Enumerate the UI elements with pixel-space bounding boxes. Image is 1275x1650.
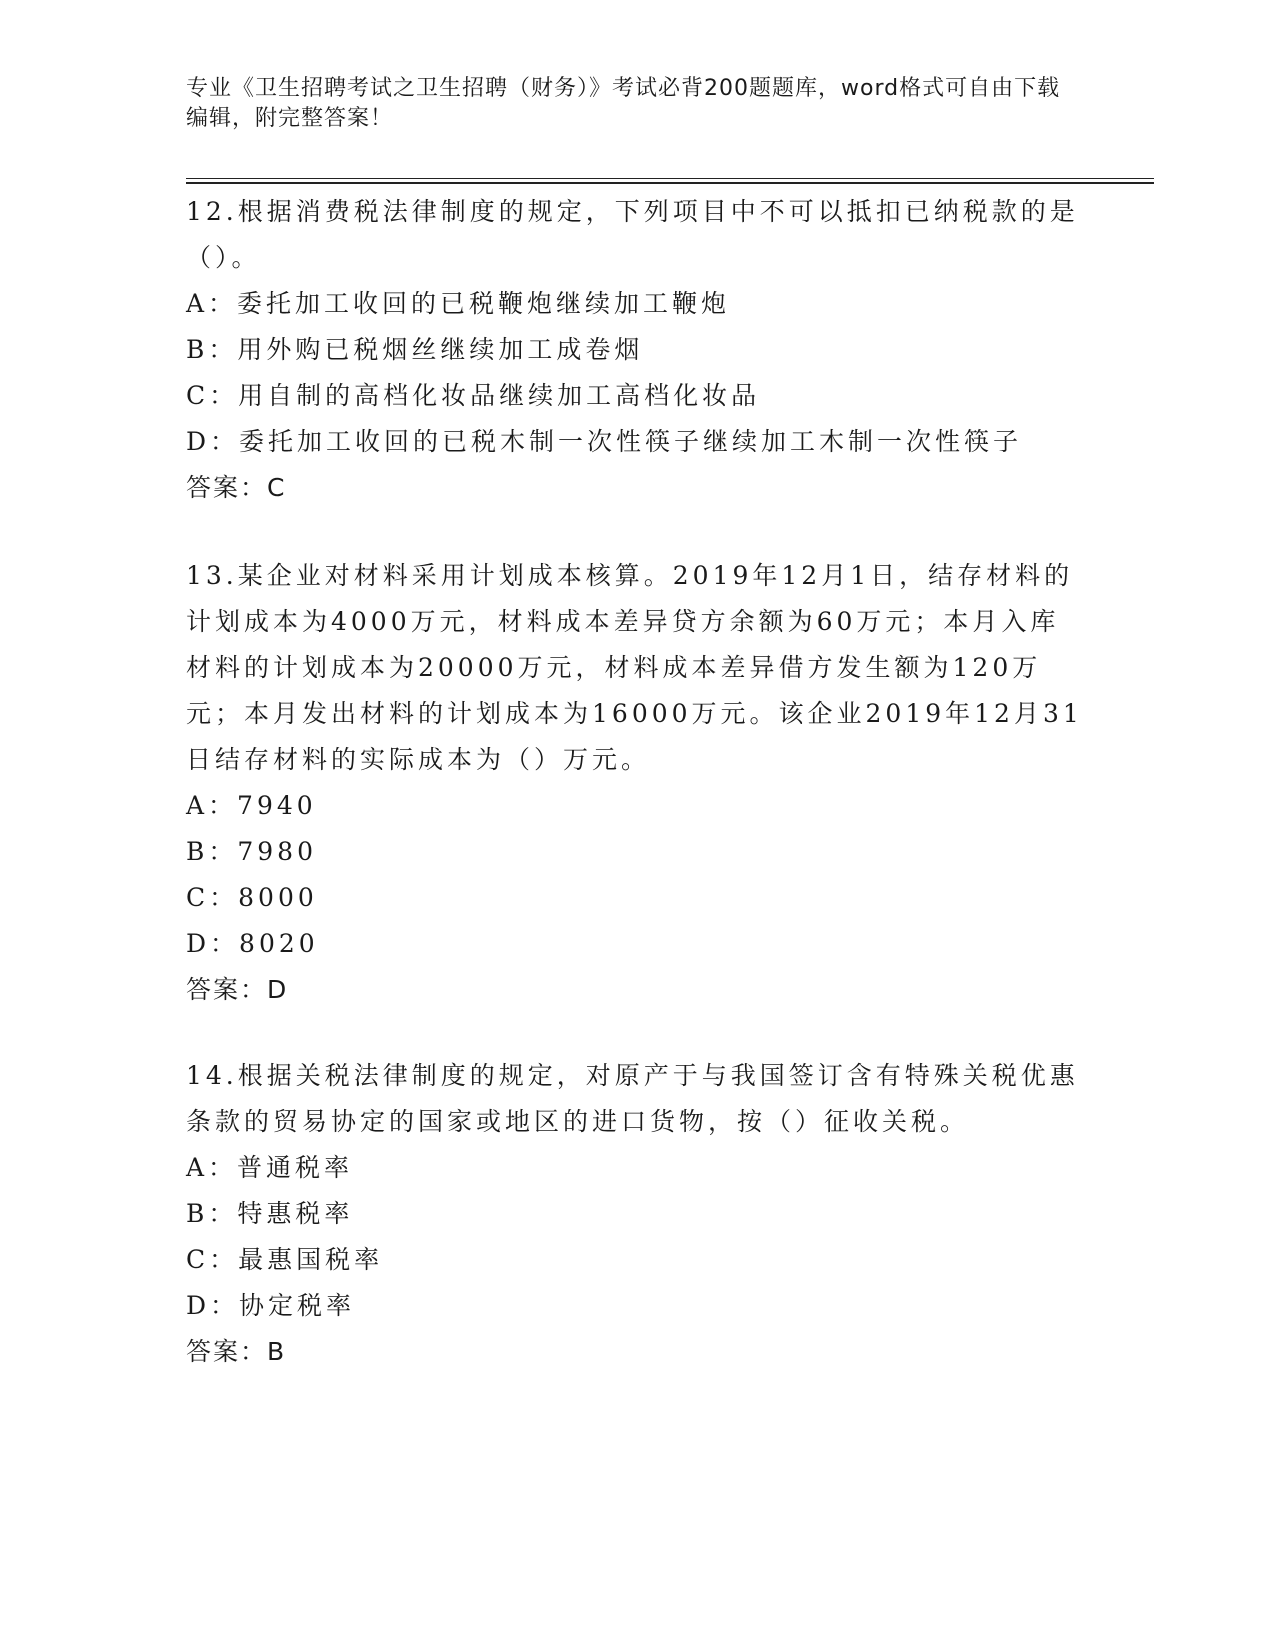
document-intro: 专业《卫生招聘考试之卫生招聘（财务）》考试必背200题题库，word格式可自由下载编辑，附完整答案！: [186, 76, 1061, 131]
option-c: C：用自制的高档化妆品继续加工高档化妆品: [186, 381, 761, 410]
option-b: B：特惠税率: [186, 1199, 354, 1228]
header-divider-thick: [186, 182, 1154, 184]
question-stem: 12.根据消费税法律制度的规定，下列项目中不可以抵扣已纳税款的是（）。: [186, 197, 1079, 272]
answer: 答案：B: [186, 1337, 287, 1366]
option-b: B：用外购已税烟丝继续加工成卷烟: [186, 335, 644, 364]
question-12: [186, 189, 1086, 511]
question-stem: 13.某企业对材料采用计划成本核算。2019年12月1日，结存材料的计划成本为4000万元，材料成本差异贷方余额为60万元；本月入库材料的计划成本为20000万元，材料成本差异借方发生额为120万元；本月发出材料的计划成本为16000万元。该企业2019年12月31日结存材料的实际成本为（）万元。: [186, 561, 1083, 774]
option-d: D：8020: [186, 929, 319, 958]
answer: 答案：C: [186, 473, 287, 502]
option-a: A：7940: [186, 791, 317, 820]
question-13: [186, 553, 1086, 1013]
option-d: D：委托加工收回的已税木制一次性筷子继续加工木制一次性筷子: [186, 427, 1023, 456]
option-c: C：8000: [186, 883, 318, 912]
option-a: A：委托加工收回的已税鞭炮继续加工鞭炮: [186, 289, 731, 318]
header-divider-thin: [186, 178, 1154, 179]
question-stem: 14.根据关税法律制度的规定，对原产于与我国签订含有特殊关税优惠条款的贸易协定的国家或地区的进口货物，按（）征收关税。: [186, 1061, 1079, 1136]
option-d: D：协定税率: [186, 1291, 356, 1320]
option-c: C：最惠国税率: [186, 1245, 384, 1274]
question-14: [186, 1053, 1086, 1375]
answer: 答案：D: [186, 975, 289, 1004]
option-a: A：普通税率: [186, 1153, 354, 1182]
option-b: B：7980: [186, 837, 317, 866]
